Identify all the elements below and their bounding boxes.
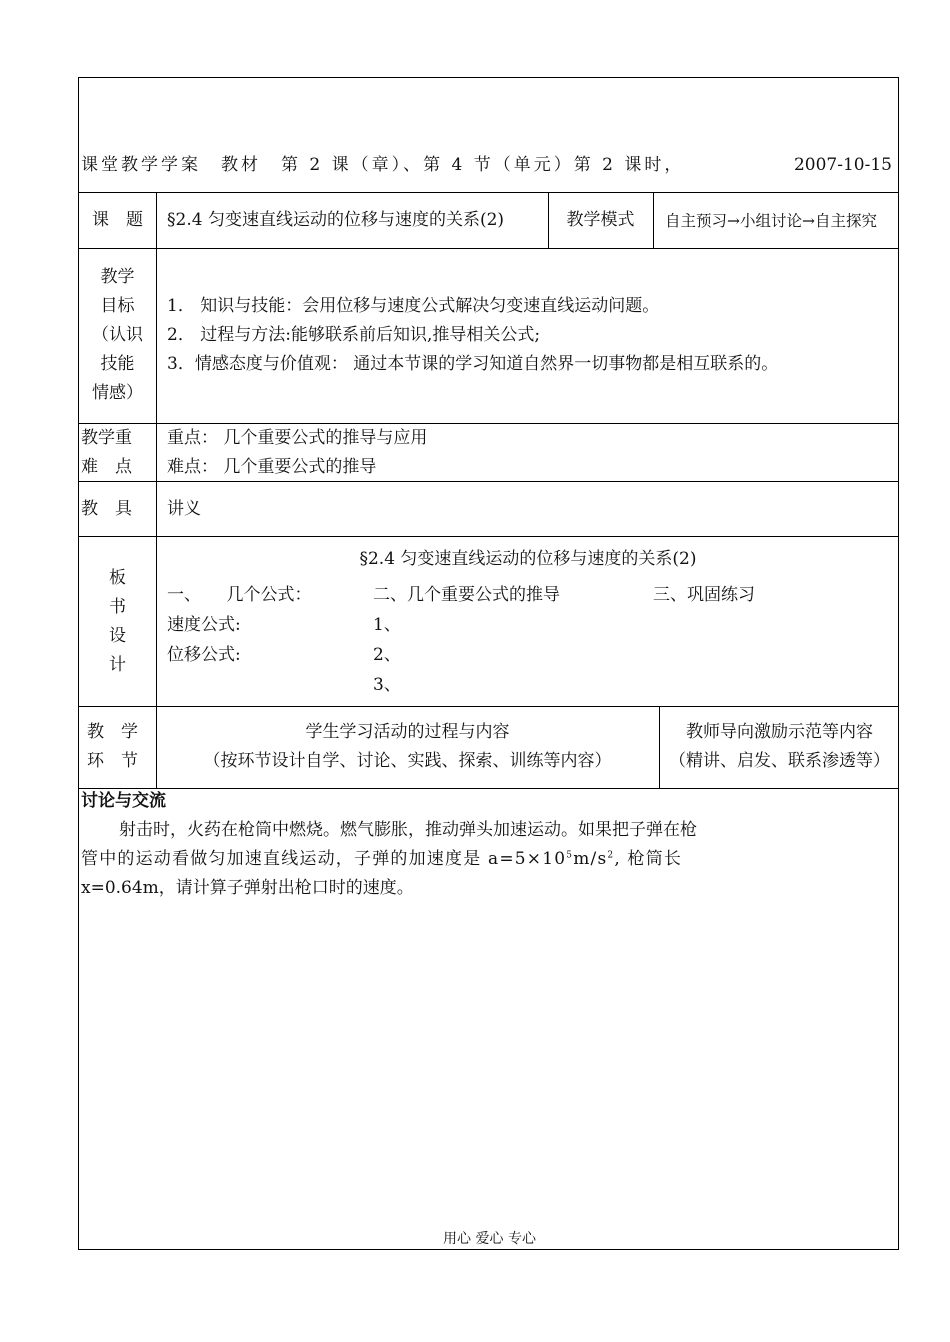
teacher-guidance-subtitle: （精讲、启发、联系渗透等） <box>669 751 890 771</box>
mode-label: 教学模式 <box>566 210 635 230</box>
board-label: 板 书 设 计 <box>109 568 126 675</box>
header-title: 课堂教学学案 教材 第 2 课（章）、第 4 节（单元）第 2 课时， <box>81 155 685 175</box>
discussion-line: 管中的运动看做匀加速直线运动，子弹的加速度是 $a=5\times 10^5m/s^2$, 枪筒长 <box>81 849 683 869</box>
difficulty-point: 难点： 几个重要公式的推导 <box>167 457 377 477</box>
board-col1-item: 位移公式: <box>167 645 241 665</box>
board-col2-item: 3、 <box>373 675 401 695</box>
topic-value: §2.4 匀变速直线运动的位移与速度的关系(2) <box>167 210 505 230</box>
topic-label: 课 题 <box>92 210 143 230</box>
divider <box>79 706 898 707</box>
board-col1-heading: 一、 几个公式： <box>167 585 312 605</box>
discussion-heading: 讨论与交流 <box>81 791 166 811</box>
divider <box>653 192 654 248</box>
divider <box>79 192 898 193</box>
student-activities-title: 学生学习活动的过程与内容 <box>305 722 510 742</box>
discussion-line: x=0.64m，请计算子弹射出枪口时的速度。 <box>81 878 414 898</box>
divider <box>79 788 898 789</box>
student-activities-subtitle: （按环节设计自学、讨论、实践、探索、训练等内容） <box>203 751 612 771</box>
mode-value: 自主预习→小组讨论→自主探究 <box>665 212 877 230</box>
board-col2-item: 2、 <box>373 645 401 665</box>
divider <box>79 248 898 249</box>
keypoints-label-line1: 教学重 <box>81 428 132 448</box>
board-col1-item: 速度公式: <box>167 615 241 635</box>
objectives-label: 教学 目标 （认识 技能 情感） <box>92 267 143 403</box>
divider <box>79 481 898 482</box>
header-date: 2007-10-15 <box>793 155 892 175</box>
objective-item: 1． 知识与技能：会用位移与速度公式解决匀变速直线运动问题。 <box>167 296 660 316</box>
objective-item: 3．情感态度与价值观： 通过本节课的学习知道自然界一切事物都是相互联系的。 <box>167 354 779 374</box>
lesson-plan-table <box>78 77 899 1250</box>
divider <box>79 423 898 424</box>
board-col2-item: 1、 <box>373 615 401 635</box>
tools-label: 教 具 <box>81 499 132 519</box>
keypoints-label-line2: 难 点 <box>81 457 132 477</box>
board-title: §2.4 匀变速直线运动的位移与速度的关系(2) <box>359 549 697 569</box>
divider <box>79 536 898 537</box>
key-point: 重点： 几个重要公式的推导与应用 <box>167 428 428 448</box>
objective-item: 2． 过程与方法:能够联系前后知识,推导相关公式; <box>167 325 541 345</box>
board-col3-heading: 三、巩固练习 <box>653 585 755 605</box>
teacher-guidance-title: 教师导向激励示范等内容 <box>686 722 873 742</box>
divider <box>156 192 157 788</box>
board-col2-heading: 二、几个重要公式的推导 <box>373 585 560 605</box>
stages-label-line1: 教 学 <box>87 722 138 742</box>
tools-value: 讲义 <box>167 499 201 519</box>
discussion-line: 射击时，火药在枪筒中燃烧。燃气膨胀，推动弹头加速运动。如果把子弹在枪 <box>119 820 697 840</box>
page-footer: 用心 爱心 专心 <box>443 1231 536 1247</box>
divider <box>659 706 660 788</box>
stages-label-line2: 环 节 <box>87 751 138 771</box>
